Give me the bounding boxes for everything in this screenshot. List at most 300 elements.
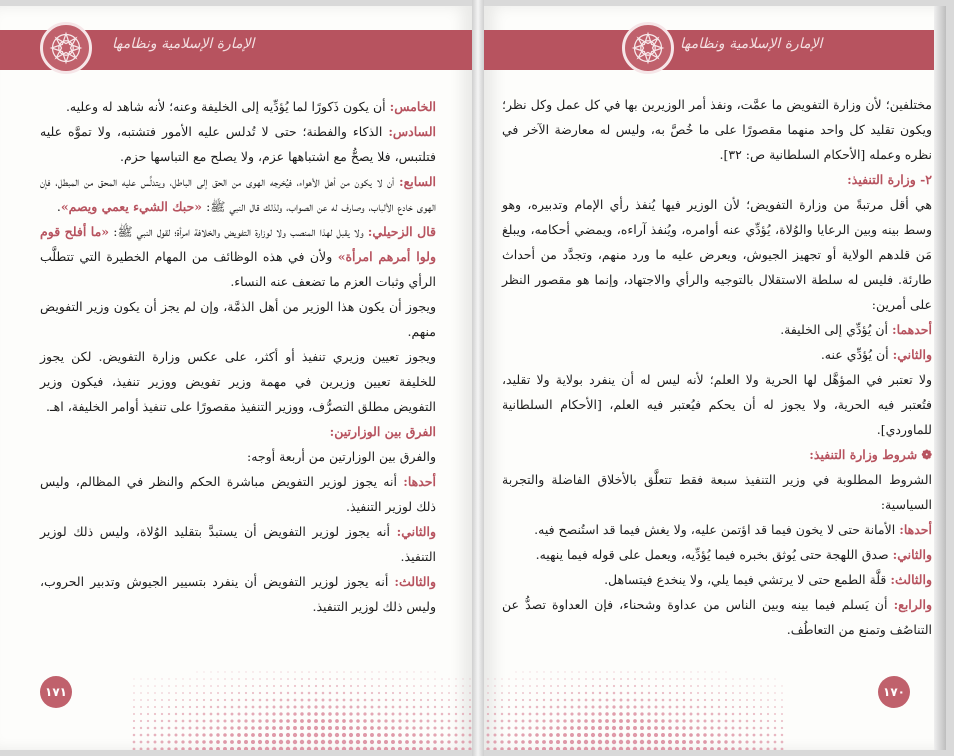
pattern-dot: [557, 706, 560, 709]
pattern-dot: [420, 699, 422, 701]
pattern-dot: [245, 706, 248, 709]
pattern-dot: [550, 706, 553, 709]
pattern-dot: [399, 678, 401, 680]
pattern-dot: [746, 720, 749, 723]
pattern-dot: [563, 719, 566, 722]
pattern-dot: [350, 706, 353, 709]
pattern-dot: [350, 671, 352, 673]
pattern-dot: [725, 671, 726, 672]
pattern-dot: [696, 733, 700, 737]
pattern-dot: [556, 740, 560, 744]
paragraph: [40, 119, 436, 169]
pattern-dot: [364, 685, 366, 687]
pattern-dot: [342, 712, 345, 715]
right-page-body: [502, 92, 932, 642]
pattern-dot: [455, 692, 457, 694]
pattern-dot: [321, 740, 325, 744]
hadith-quote: «ما أفلح قوم ولوا أمرهم امرأة»: [40, 224, 437, 264]
pattern-dot: [676, 699, 679, 702]
pattern-dot: [336, 671, 338, 673]
pattern-dot: [378, 685, 380, 687]
pattern-dot: [293, 726, 297, 730]
enumeration-term: الخامس:: [389, 99, 436, 114]
pattern-dot: [543, 706, 546, 709]
pattern-dot: [216, 740, 220, 744]
pattern-dot: [440, 747, 444, 750]
pattern-dot: [238, 699, 240, 701]
pattern-dot: [314, 726, 318, 730]
paragraph: [502, 592, 932, 642]
pattern-dot: [244, 747, 248, 750]
pattern-dot: [564, 685, 566, 687]
pattern-dot: [662, 699, 665, 702]
pattern-dot: [647, 733, 651, 737]
pattern-dot: [420, 678, 422, 680]
pattern-dot: [189, 706, 191, 708]
pattern-dot: [147, 741, 150, 744]
pattern-dot: [612, 705, 615, 708]
pattern-dot: [168, 692, 170, 694]
pattern-dot: [486, 747, 489, 750]
pattern-dot: [612, 719, 616, 723]
pattern-dot: [308, 678, 310, 680]
pattern-dot: [405, 719, 408, 722]
pattern-dot: [501, 678, 502, 679]
pattern-dot: [648, 706, 651, 709]
pattern-dot: [711, 713, 714, 716]
pattern-dot: [433, 747, 437, 750]
pattern-dot: [398, 719, 401, 722]
pattern-dot: [564, 678, 566, 680]
pattern-dot: [224, 671, 225, 672]
pattern-dot: [683, 699, 685, 701]
pattern-dot: [161, 699, 163, 701]
pattern-dot: [286, 719, 290, 723]
pattern-dot: [392, 685, 394, 687]
paragraph: [502, 192, 932, 317]
paragraph: [40, 344, 436, 419]
pattern-dot: [633, 740, 637, 744]
pattern-dot: [640, 726, 644, 730]
pattern-dot: [570, 747, 574, 750]
pattern-dot: [647, 740, 651, 744]
pattern-dot: [378, 706, 381, 709]
pattern-dot: [710, 747, 714, 750]
pattern-dot: [613, 671, 615, 673]
enumeration-term: والرابع:: [893, 597, 932, 612]
pattern-dot: [718, 706, 720, 708]
pattern-dot: [293, 747, 297, 750]
pattern-dot: [434, 699, 436, 701]
pattern-dot: [655, 685, 657, 687]
pattern-dot: [287, 699, 290, 702]
pattern-dot: [522, 720, 525, 723]
pattern-dot: [774, 685, 776, 687]
pattern-dot: [529, 699, 531, 701]
pattern-dot: [542, 740, 546, 744]
paragraph-text: مختلفين؛ لأن وزارة التفويض ما عمَّت، ونفذ أمر الوزيرين بها في كل عمل وكل نظر؛ ويكون تقليد كل واحد منهما مقصورًا على ما خُصَّ به، وليس له معارضة الآخر في نظره وعمله [الأحكام السلطانية ص: ٣٢].: [502, 97, 932, 162]
pattern-dot: [585, 685, 587, 687]
pattern-dot: [133, 748, 136, 750]
pattern-dot: [725, 713, 728, 716]
pattern-dot: [668, 726, 672, 730]
pattern-dot: [363, 712, 366, 715]
pattern-dot: [578, 671, 580, 673]
pattern-dot: [203, 671, 204, 672]
pattern-dot: [654, 712, 657, 715]
pattern-dot: [454, 740, 457, 743]
pattern-dot: [231, 685, 233, 687]
pattern-dot: [543, 678, 545, 680]
pattern-dot: [570, 712, 573, 715]
pattern-dot: [343, 671, 345, 673]
pattern-dot: [230, 740, 234, 744]
pattern-dot: [168, 720, 171, 723]
pattern-dot: [462, 727, 465, 730]
pattern-dot: [455, 685, 457, 687]
pattern-dot: [273, 678, 275, 680]
pattern-dot: [230, 747, 234, 750]
pattern-dot: [570, 726, 574, 730]
pattern-dot: [570, 733, 574, 737]
pattern-dot: [669, 685, 671, 687]
pattern-dot: [774, 741, 777, 744]
pattern-dot: [619, 747, 623, 750]
pattern-dot: [203, 720, 206, 723]
pattern-dot: [364, 706, 367, 709]
pattern-dot: [140, 741, 143, 744]
pattern-dot: [633, 726, 637, 730]
pattern-dot: [535, 733, 538, 736]
pattern-dot: [265, 747, 269, 750]
pattern-dot: [487, 713, 489, 715]
pattern-dot: [746, 692, 748, 694]
pattern-dot: [725, 720, 728, 723]
paragraph: [502, 317, 932, 342]
pattern-dot: [732, 720, 735, 723]
pattern-dot: [634, 678, 636, 680]
pattern-dot: [732, 727, 735, 730]
pattern-dot: [501, 685, 503, 687]
pattern-dot: [507, 747, 511, 750]
pattern-dot: [413, 678, 415, 680]
pattern-dot: [336, 692, 338, 694]
pattern-dot: [487, 699, 489, 701]
pattern-dot: [529, 713, 532, 716]
paragraph: [40, 94, 436, 119]
pattern-dot: [426, 740, 430, 744]
pattern-dot: [133, 685, 134, 686]
section-heading: ❁ شروط وزارة التنفيذ:: [809, 447, 932, 462]
pattern-dot: [620, 692, 623, 695]
pattern-dot: [203, 685, 205, 687]
pattern-dot: [529, 671, 530, 672]
pattern-dot: [767, 692, 769, 694]
pattern-dot: [413, 706, 416, 709]
paragraph: [502, 467, 932, 517]
pattern-dot: [175, 713, 177, 715]
pattern-dot: [420, 706, 422, 708]
pattern-dot: [508, 706, 510, 708]
pattern-dot: [703, 747, 707, 750]
paragraph-text: أن يَسلم فيما بينه وبين الناس من عداوة وشحناء، فإن العداوة تصدُّ عن التناصُف وتمنع من التعاطُف.: [502, 597, 932, 637]
pattern-dot: [753, 692, 755, 694]
pattern-dot: [669, 692, 671, 694]
pattern-dot: [168, 699, 170, 701]
pattern-dot: [322, 678, 324, 680]
pattern-dot: [412, 747, 416, 750]
pattern-dot: [612, 747, 616, 750]
pattern-dot: [265, 712, 268, 715]
pattern-dot: [392, 692, 394, 694]
pattern-dot: [626, 733, 630, 737]
pattern-dot: [570, 719, 573, 722]
paragraph-text: الذكاء والفطنة؛ حتى لا تُدلس عليه الأمور فتشتبه، ولا تموَّه عليه فتلتبس، فلا يصحُّ مع اشتباهها عزم، ولا يصلح مع التباسها حزم.: [40, 124, 436, 164]
pattern-dot: [781, 699, 783, 701]
pattern-dot: [273, 685, 275, 687]
pattern-dot: [584, 747, 588, 750]
pattern-dot: [434, 678, 436, 680]
pattern-dot: [662, 671, 664, 673]
pattern-dot: [419, 726, 422, 729]
pattern-dot: [550, 685, 552, 687]
pattern-dot: [668, 747, 672, 750]
pattern-dot: [732, 678, 734, 680]
pattern-dot: [259, 706, 262, 709]
pattern-dot: [315, 692, 318, 695]
pattern-dot: [557, 699, 559, 701]
pattern-dot: [391, 726, 394, 729]
pattern-dot: [655, 671, 657, 673]
pattern-dot: [529, 678, 531, 680]
pattern-dot: [384, 740, 388, 744]
pattern-dot: [718, 685, 720, 687]
pattern-dot: [598, 705, 601, 708]
pattern-dot: [704, 685, 706, 687]
book-title: الإمارة الإسلامية ونظامها: [112, 36, 255, 52]
pattern-dot: [343, 699, 346, 702]
pattern-dot: [279, 740, 283, 744]
pattern-dot: [196, 713, 199, 716]
pattern-dot: [462, 685, 464, 687]
pattern-dot: [287, 671, 289, 673]
pattern-dot: [598, 740, 602, 744]
pattern-dot: [760, 706, 762, 708]
pattern-dot: [689, 747, 693, 750]
pattern-dot: [237, 733, 241, 737]
pattern-dot: [655, 699, 658, 702]
pattern-dot: [349, 712, 352, 715]
pattern-dot: [767, 720, 769, 722]
pattern-dot: [760, 685, 762, 687]
pattern-dot: [308, 685, 310, 687]
pattern-dot: [724, 747, 728, 750]
ornamental-rosette-icon: [40, 22, 92, 74]
pattern-dot: [605, 719, 609, 723]
pattern-dot: [335, 719, 339, 723]
pattern-dot: [258, 747, 262, 750]
pattern-dot: [307, 747, 311, 750]
pattern-dot: [508, 720, 511, 723]
pattern-dot: [781, 713, 783, 715]
pattern-dot: [487, 692, 489, 694]
pattern-dot: [251, 733, 255, 737]
pattern-dot: [710, 733, 713, 736]
pattern-dot: [196, 706, 198, 708]
pattern-dot: [280, 678, 282, 680]
page-number: ١٧١: [40, 676, 72, 708]
pattern-dot: [188, 740, 191, 743]
pattern-dot: [336, 678, 338, 680]
pattern-dot: [266, 706, 269, 709]
pattern-dot: [406, 713, 409, 716]
pattern-dot: [592, 692, 594, 694]
pattern-dot: [307, 712, 310, 715]
pattern-dot: [419, 740, 423, 744]
pattern-dot: [605, 733, 609, 737]
pattern-dot: [321, 712, 325, 716]
pattern-dot: [668, 712, 671, 715]
paragraph: [502, 342, 932, 367]
pattern-dot: [641, 685, 643, 687]
pattern-dot: [732, 713, 735, 716]
paragraph: [40, 219, 436, 294]
pattern-dot: [598, 719, 602, 723]
pattern-dot: [371, 671, 372, 672]
pattern-dot: [231, 678, 233, 680]
pattern-dot: [682, 747, 686, 750]
pattern-dot: [487, 685, 489, 687]
pattern-dot: [682, 733, 686, 737]
pattern-dot: [619, 712, 623, 716]
pattern-dot: [182, 713, 184, 715]
pattern-dot: [697, 685, 699, 687]
pattern-dot: [781, 685, 782, 686]
pattern-dot: [598, 733, 602, 737]
pattern-dot: [133, 713, 135, 715]
pattern-dot: [314, 705, 317, 708]
pattern-dot: [605, 747, 609, 750]
pattern-dot: [633, 719, 637, 723]
pattern-dot: [774, 692, 776, 694]
pattern-dot: [363, 719, 366, 722]
pattern-dot: [731, 747, 734, 750]
pattern-dot: [370, 712, 373, 715]
book-gutter: [472, 0, 484, 756]
pattern-dot: [626, 719, 630, 723]
pattern-dot: [189, 699, 191, 701]
pattern-dot: [308, 699, 311, 702]
pattern-dot: [175, 678, 176, 679]
pattern-dot: [252, 692, 254, 694]
pattern-dot: [357, 678, 359, 680]
pattern-dot: [585, 706, 588, 709]
pattern-dot: [515, 713, 518, 716]
pattern-dot: [620, 685, 622, 687]
pattern-dot: [781, 741, 784, 744]
pattern-dot: [655, 692, 657, 694]
pattern-dot: [725, 692, 727, 694]
pattern-dot: [447, 740, 450, 743]
pattern-dot: [195, 733, 198, 736]
pattern-dot: [350, 678, 352, 680]
ornamental-rosette-icon: [622, 22, 674, 74]
pattern-dot: [356, 740, 360, 744]
pattern-dot: [307, 726, 311, 730]
pattern-dot: [300, 705, 303, 708]
pattern-dot: [522, 685, 524, 687]
pattern-dot: [781, 727, 783, 729]
pattern-dot: [508, 727, 511, 730]
pattern-dot: [245, 699, 247, 701]
pattern-dot: [217, 699, 219, 701]
pattern-dot: [501, 713, 503, 715]
pattern-dot: [301, 678, 303, 680]
pattern-dot: [335, 712, 338, 715]
pattern-dot: [314, 733, 318, 737]
pattern-dot: [140, 720, 142, 722]
pattern-dot: [154, 727, 157, 730]
pattern-dot: [704, 692, 706, 694]
pattern-dot: [224, 692, 226, 694]
pattern-dot: [654, 719, 657, 722]
pattern-dot: [571, 671, 572, 672]
pattern-dot: [252, 699, 255, 702]
pattern-dot: [522, 692, 524, 694]
pattern-dot: [585, 692, 587, 694]
pattern-dot: [619, 719, 623, 723]
pattern-dot: [377, 719, 380, 722]
pattern-dot: [385, 685, 387, 687]
paragraph: [40, 444, 436, 469]
pattern-dot: [357, 706, 360, 709]
pattern-dot: [224, 713, 227, 716]
pattern-dot: [619, 740, 623, 744]
pattern-dot: [455, 706, 457, 708]
pattern-dot: [420, 692, 422, 694]
pattern-dot: [591, 733, 595, 737]
pattern-dot: [487, 734, 490, 737]
pattern-dot: [399, 706, 402, 709]
pattern-dot: [161, 706, 163, 708]
pattern-dot: [606, 699, 609, 702]
pattern-dot: [753, 720, 755, 722]
pattern-dot: [487, 678, 488, 679]
pattern-dot: [286, 747, 290, 750]
pattern-dot: [329, 671, 331, 673]
book-title: الإمارة الإسلامية ونظامها: [680, 36, 823, 52]
pattern-dot: [739, 678, 740, 679]
pattern-dot: [543, 685, 545, 687]
pattern-dot: [704, 671, 705, 672]
pattern-dot: [522, 706, 524, 708]
pattern-dot: [329, 692, 332, 695]
pattern-dot: [161, 727, 164, 730]
pattern-dot: [223, 740, 227, 744]
pattern-dot: [147, 734, 150, 737]
pattern-dot: [371, 692, 373, 694]
pattern-dot: [746, 685, 748, 687]
pattern-dot: [584, 726, 588, 730]
pattern-dot: [704, 713, 707, 716]
pattern-dot: [251, 712, 254, 715]
pattern-dot: [550, 692, 552, 694]
pattern-dot: [612, 712, 616, 716]
pattern-dot: [668, 719, 671, 722]
pattern-dot: [133, 734, 136, 737]
pattern-dot: [717, 747, 721, 750]
pattern-dot: [202, 747, 206, 750]
